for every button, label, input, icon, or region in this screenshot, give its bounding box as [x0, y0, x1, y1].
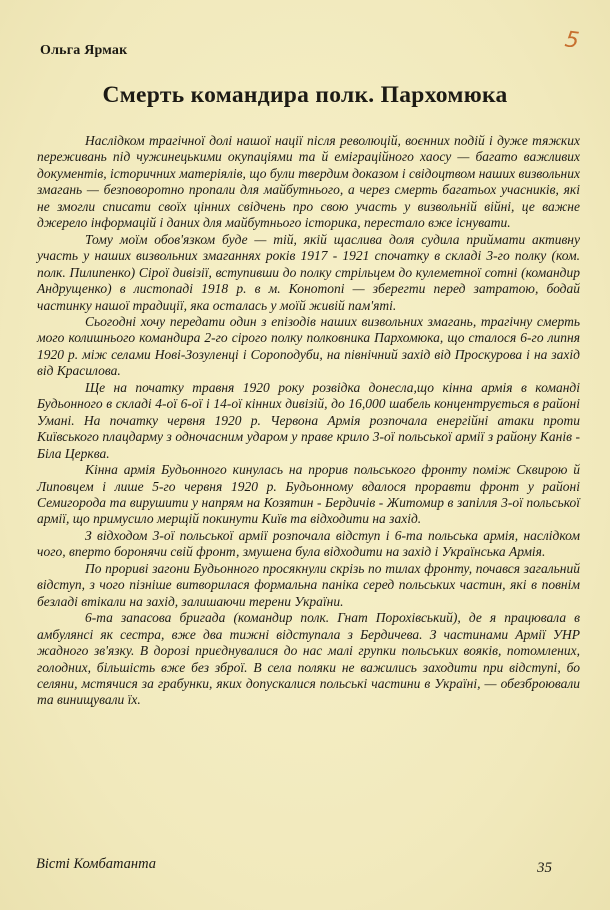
paragraph: Наслідком трагічної долі нашої нації після революцій, воєнних подій і дуже тяжких переживань під чужинецькими окупаціями та й еміграційного хаосу — багато важливих документів, історичних матеріялів, що були твердим доказом і свідоцтвом наших визвольних змагань — безповоротно пропали для майбутнього, а через смерть багатьох учасників, які не змогли списати своїх цінних свідчень про свою участь у визвольній війні, це важне джерело інформацій і даних для майбутнього історика, перестало вже існувати.: [37, 133, 580, 231]
article-body: [37, 133, 580, 709]
paragraph: 6-та запасова бригада (командир полк. Гнат Порохівський), де я працювала в амбулянсі як сестра, вже два тижні відступала з Бердичева. З частинами Армії УНР жадного зв'язку. В дорозі приєднувалися до нас малі групки польських вояків, потомлених, голодних, більшість вже без зброї. В села поляки не важились заходити при відступі, бо селяни, мстячися за грабунки, яких допускалися польські частини в Україні, — обезброювали та винищували їх.: [37, 610, 580, 708]
paragraph: Сьогодні хочу передати один з епізодів наших визвольних змагань, трагічну смерть мого колишнього командира 2-го сірого полку полковника Пархомюка, що сталося 6-го липня 1920 р. між селами Нові-Зозуленці і Сороподуби, на північний захід від Проскурова і на захід від Красилова.: [37, 313, 580, 379]
article-title: Смерть командира полк. Пархомюка: [102, 82, 508, 108]
author-name: Ольга Ярмак: [40, 43, 128, 58]
page-number: 35: [537, 860, 552, 876]
paragraph: Ще на початку травня 1920 року розвідка донесла,що кінна армія в команді Будьонного в складі 4-ої 6-ої і 14-ої кінних дивізій, до 16,000 шабель концентрується в районі Умані. На початку червня 1920 р. Червона Армія розпочала енергійні атаки проти Київського плацдарму з одночасним ударом у праве крило 3-ої польської армії з району Канів - Біла Церква.: [37, 379, 580, 461]
paragraph: З відходом 3-ої польської армії розпочала відступ і 6-та польська армія, наслідком чого, вперто боронячи свій фронт, змушена була відходити на захід і Українська Армія.: [37, 527, 580, 560]
paragraph: Тому моїм обов'язком буде — тій, якій щаслива доля судила приймати активну участь у наших визвольних змаганнях років 1917 - 1921 спочатку в складі 3-го полку (ком. полк. Пилипенко) Сірої дивізії, вступивши до полку стрільцем до кулеметної сотні (командир Андрущенко) в листопаді 1918 р. в м. Конотопі — зберегти перед затратою, бодай частинку нашої традиції, яка осталась у моїй живій пам'яті.: [37, 231, 580, 313]
paragraph: Кінна армія Будьонного кинулась на прорив польського фронту поміж Сквирою й Липовцем і лише 5-го червня 1920 р. Будьонному вдалося проравти фронт у районі Семигорода та вирушити у напрям на Козятин - Бердичів - Житомир в запілля 3-ої польської армії, що примусило мерщій покинути Київ та відходити на захід.: [37, 462, 580, 527]
paragraph: По прориві загони Будьонного просякнули скрізь по тилах фронту, почався загальний відступ, з чого пізніше витворилася формальна паніка серед польських частин, які в повнім безладі втікали на захід, залишаючи терени України.: [37, 560, 580, 609]
handwritten-page-mark: 5: [563, 27, 581, 54]
publication-name: Вісті Комбатанта: [36, 856, 157, 872]
